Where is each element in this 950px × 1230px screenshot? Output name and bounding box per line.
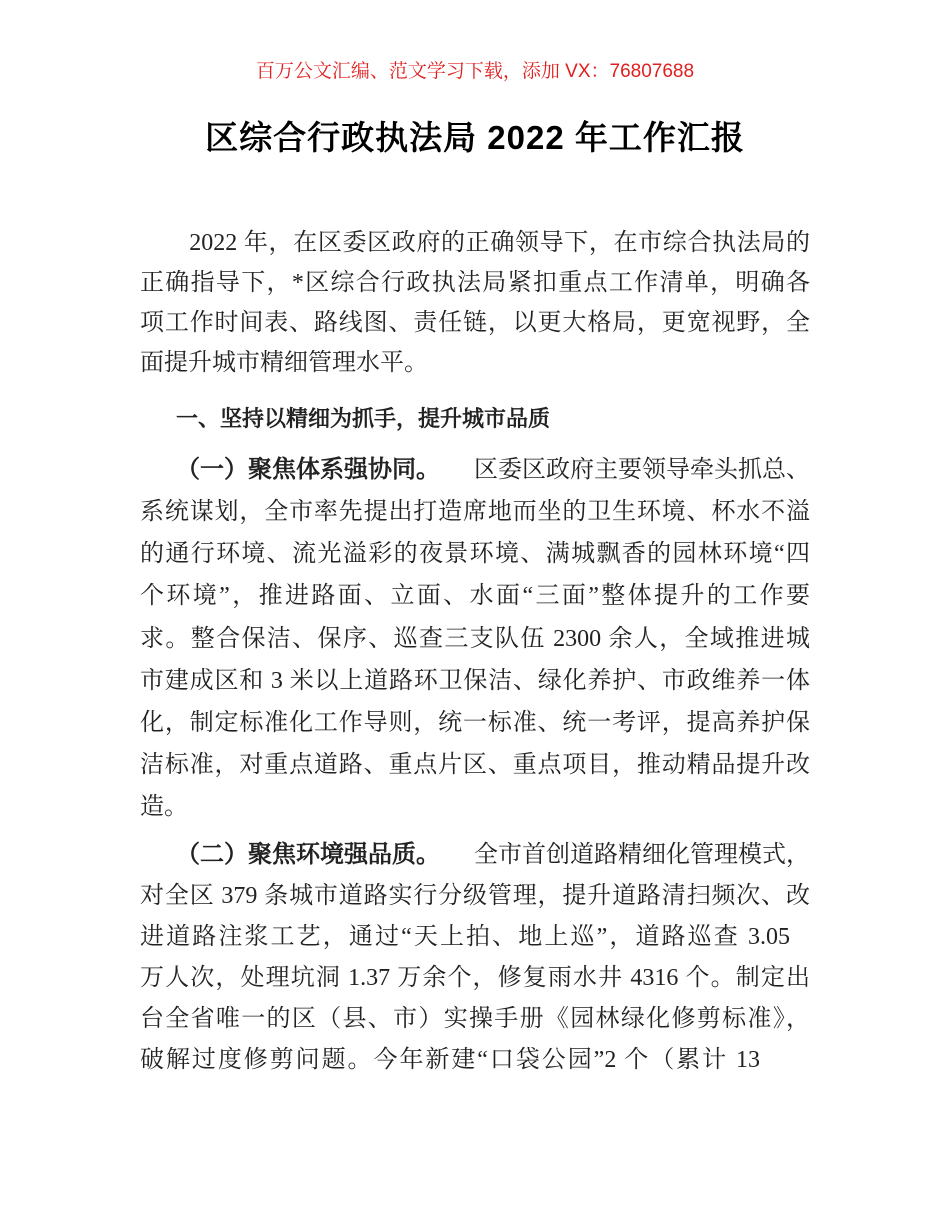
watermark-banner: 百万公文汇编、范文学习下载，添加 VX：76807688 xyxy=(255,61,695,82)
intro-line: 2022 年，在区委区政府的正确领导下，在市综合执法局的 xyxy=(140,230,810,256)
para2-first-rest: 全市首创道路精细化管理模式， xyxy=(474,842,810,868)
para-line: 万人次，处理坑洞 1.37 万余个，修复雨水井 4316 个。制定出 xyxy=(140,965,810,991)
para-line: 个环境”，推进路面、立面、水面“三面”整体提升的工作要 xyxy=(140,583,810,609)
para-line: 求。整合保洁、保序、巡查三支队伍 2300 余人，全域推进城 xyxy=(140,626,810,652)
intro-line: 项工作时间表、路线图、责任链，以更大格局，更宽视野，全 xyxy=(140,310,810,336)
document-title: 区综合行政执法局 2022 年工作汇报 xyxy=(205,119,745,156)
para-line: 对全区 379 条城市道路实行分级管理，提升道路清扫频次、改 xyxy=(140,883,810,909)
para2-lead: （二）聚焦环境强品质。 xyxy=(176,842,440,868)
para-line: 造。 xyxy=(140,794,188,820)
para-line: 的通行环境、流光溢彩的夜景环境、满城飘香的园林环境“四 xyxy=(140,541,810,567)
para-line: 洁标准，对重点道路、重点片区、重点项目，推动精品提升改 xyxy=(140,752,810,778)
para1-first-line xyxy=(176,455,810,485)
intro-line: 面提升城市精细管理水平。 xyxy=(140,350,428,376)
para2-first-line xyxy=(176,840,810,870)
para-line: 化，制定标准化工作导则，统一标准、统一考评，提高养护保 xyxy=(140,710,810,736)
para-line: 台全省唯一的区（县、市）实操手册《园林绿化修剪标准》， xyxy=(140,1006,810,1032)
para-line: 破解过度修剪问题。今年新建“口袋公园”2 个（累计 13 xyxy=(140,1047,760,1073)
section-heading: 一、坚持以精细为抓手，提升城市品质 xyxy=(176,406,551,431)
para-line: 系统谋划，全市率先提出打造席地而坐的卫生环境、杯水不溢 xyxy=(140,499,810,525)
para1-first-rest: 区委区政府主要领导牵头抓总、 xyxy=(474,457,810,483)
para-line: 进道路注浆工艺，通过“天上拍、地上巡”，道路巡查 3.05 xyxy=(140,924,790,950)
para1-lead: （一）聚焦体系强协同。 xyxy=(176,457,440,483)
intro-line: 正确指导下，*区综合行政执法局紧扣重点工作清单，明确各 xyxy=(140,270,810,296)
para-line: 市建成区和 3 米以上道路环卫保洁、绿化养护、市政维养一体 xyxy=(140,668,810,694)
